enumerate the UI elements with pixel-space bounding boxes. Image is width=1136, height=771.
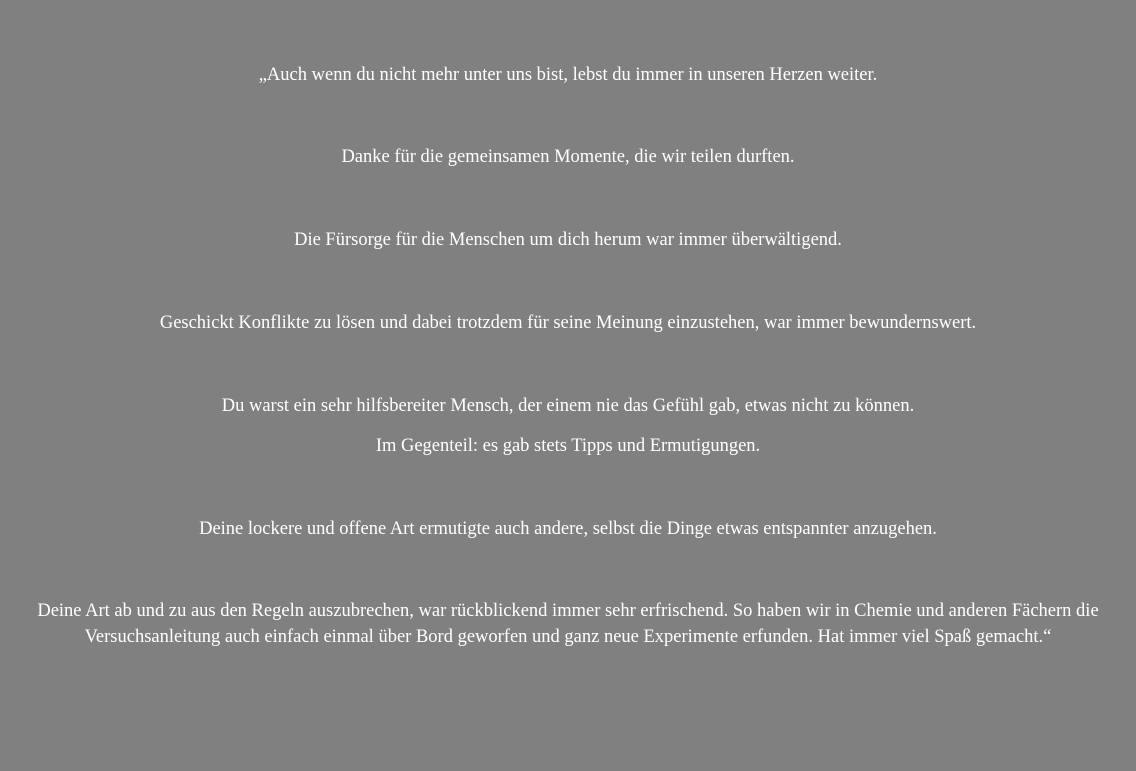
quote-paragraph-rules: Deine Art ab und zu aus den Regeln auszubrechen, war rückblickend immer sehr erfrischend. So haben wir in Chemie und anderen Fächern die Versuchsanleitung auch einfach einmal über Bord geworfen und ganz neue Experimente erfunden. Hat immer viel Spaß gemacht.“ (37, 601, 1099, 647)
quote-paragraph-helpful: Du warst ein sehr hilfsbereiter Mensch, der einem nie das Gefühl gab, etwas nicht zu können. (221, 396, 915, 416)
quote-paragraph-relaxed: Deine lockere und offene Art ermutigte auch andere, selbst die Dinge etwas entspannter anzugehen. (199, 519, 937, 539)
quote-paragraph-care: Die Fürsorge für die Menschen um dich herum war immer überwältigend. (294, 230, 842, 250)
quote-paragraph-conflicts: Geschickt Konflikte zu lösen und dabei trotzdem für seine Meinung einzustehen, war immer bewundernswert. (159, 313, 977, 333)
quote-paragraph-intro: „Auch wenn du nicht mehr unter uns bist, lebst du immer in unseren Herzen weiter. (258, 65, 878, 85)
quote-paragraph-encouragement: Im Gegenteil: es gab stets Tipps und Ermutigungen. (375, 436, 761, 456)
quote-paragraph-thanks: Danke für die gemeinsamen Momente, die wir teilen durften. (341, 147, 795, 167)
